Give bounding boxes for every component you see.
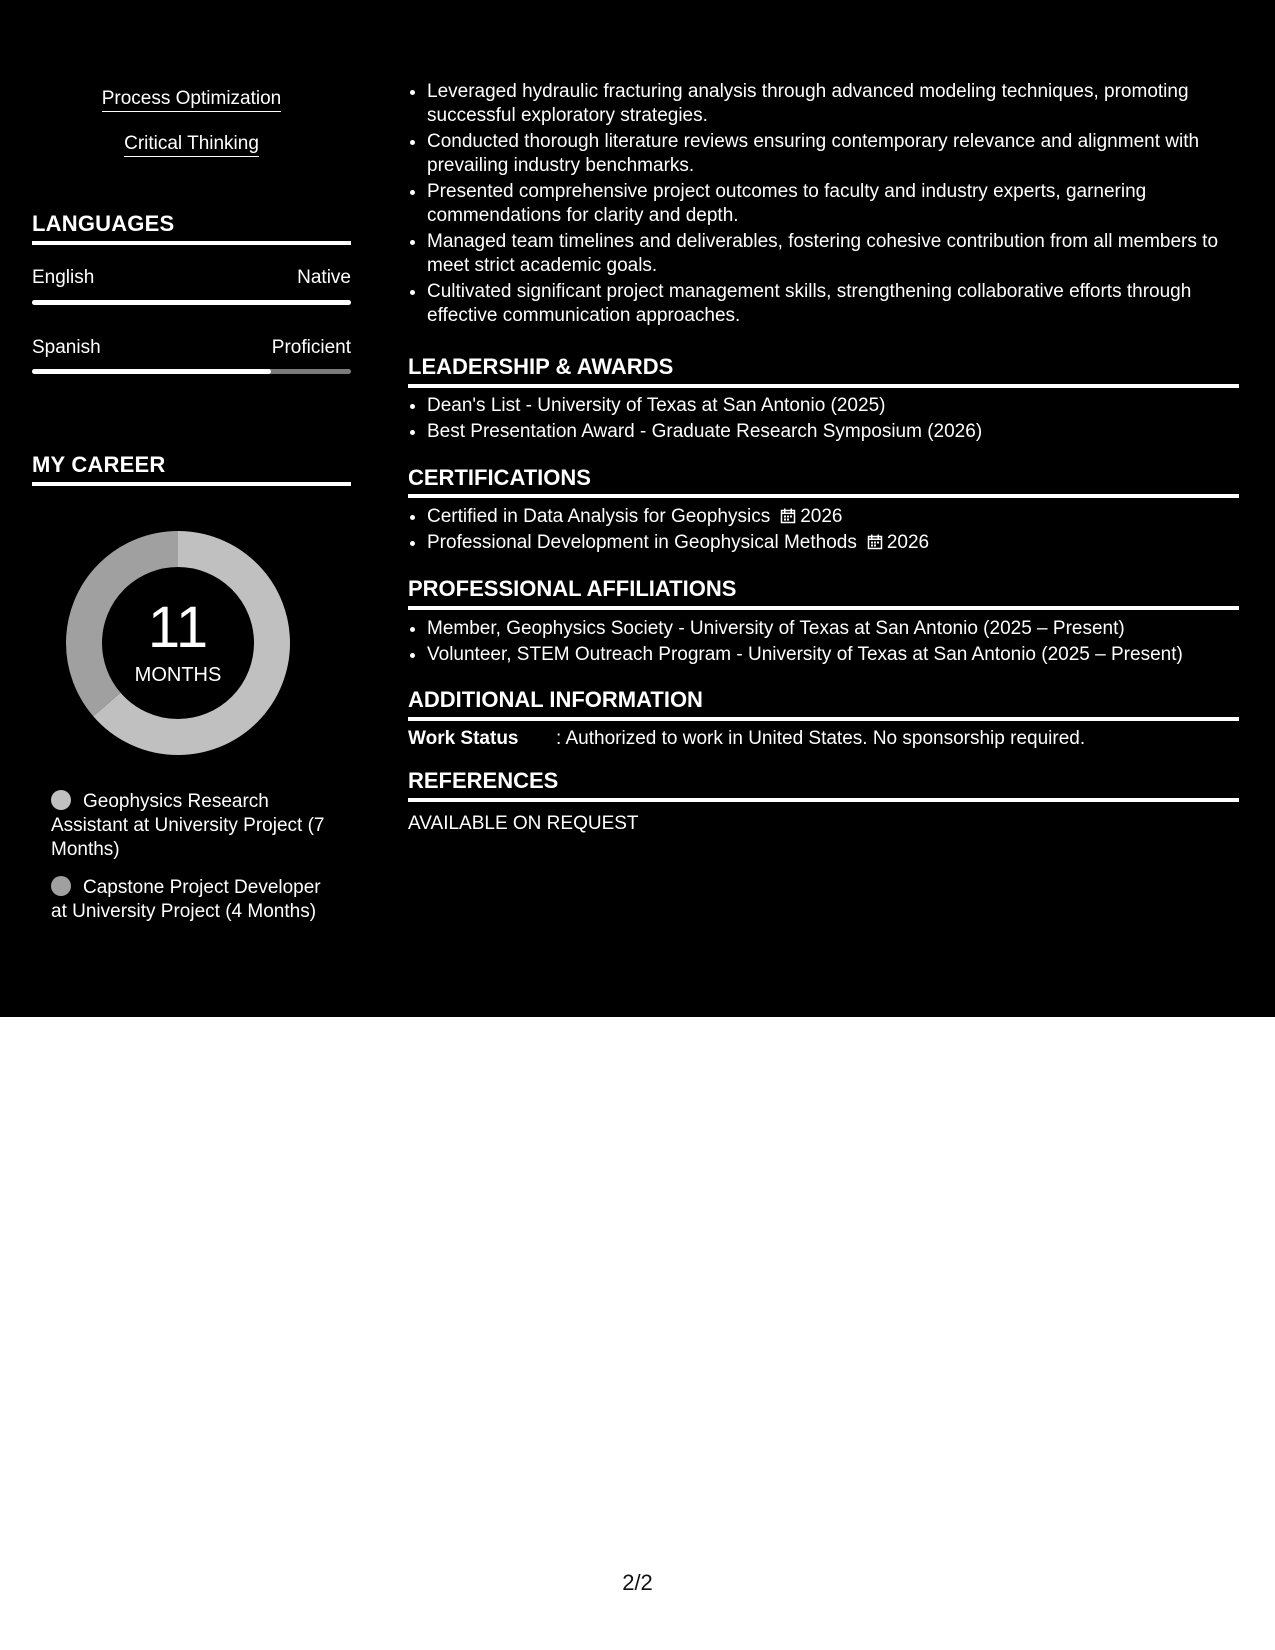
skill-tag: Process Optimization bbox=[32, 88, 351, 110]
references-heading: REFERENCES bbox=[408, 768, 559, 793]
legend-dot-icon bbox=[51, 790, 71, 810]
skill-tag: Critical Thinking bbox=[32, 133, 351, 155]
language-level: Proficient bbox=[271, 337, 351, 358]
list-item: • Leveraged hydraulic fracturing analysis through advanced modeling techniques, promoting successful exploratory strategies. bbox=[427, 80, 1258, 128]
career-total: 11 bbox=[147, 595, 209, 660]
leadership-rule bbox=[408, 384, 1239, 388]
certification-name: Certified in Data Analysis for Geophysics bbox=[427, 506, 771, 527]
calendar-icon bbox=[780, 508, 796, 524]
affiliations-rule bbox=[408, 606, 1239, 610]
language-level: Native bbox=[297, 267, 351, 288]
certifications-list bbox=[408, 505, 1258, 557]
work-status-label: Work Status bbox=[408, 728, 519, 749]
page-number: 2/2 bbox=[622, 1570, 653, 1595]
leadership-list bbox=[408, 394, 1258, 446]
references-text: AVAILABLE ON REQUEST bbox=[408, 813, 639, 834]
certification-name: Professional Development in Geophysical Methods bbox=[427, 532, 857, 553]
list-item: • Conducted thorough literature reviews ensuring contemporary relevance and alignment with prevailing industry benchmarks. bbox=[427, 130, 1258, 178]
career-legend-item: Geophysics Research Assistant at University Project (7 Months) bbox=[51, 791, 325, 860]
languages-heading: LANGUAGES bbox=[32, 211, 175, 236]
career-legend-item: Capstone Project Developer at University Project (4 Months) bbox=[51, 877, 321, 922]
list-item: • Dean's List - University of Texas at San Antonio (2025) bbox=[427, 394, 1258, 418]
certifications-rule bbox=[408, 494, 1239, 498]
language-bar bbox=[32, 369, 351, 374]
affiliations-list bbox=[408, 617, 1258, 669]
language-bar bbox=[32, 300, 351, 305]
certification-year: 2026 bbox=[886, 532, 930, 553]
list-item: • Volunteer, STEM Outreach Program - University of Texas at San Antonio (2025 – Present) bbox=[427, 643, 1258, 667]
languages-rule bbox=[32, 241, 351, 245]
career-heading: MY CAREER bbox=[32, 452, 166, 477]
certification-year: 2026 bbox=[800, 506, 843, 527]
references-rule bbox=[408, 798, 1239, 802]
list-item bbox=[427, 531, 1258, 555]
list-item: • Managed team timelines and deliverables, fostering cohesive contribution from all members to meet strict academic goals. bbox=[427, 230, 1258, 278]
additional-info-heading: ADDITIONAL INFORMATION bbox=[408, 687, 703, 712]
language-bar-fill bbox=[32, 369, 271, 374]
legend-dot-icon bbox=[51, 876, 71, 896]
career-unit: MONTHS bbox=[134, 664, 222, 686]
language-bar-fill bbox=[32, 300, 351, 305]
list-item: • Presented comprehensive project outcomes to faculty and industry experts, garnering commendations for clarity and depth. bbox=[427, 180, 1258, 228]
career-rule bbox=[32, 482, 351, 486]
list-item: • Best Presentation Award - Graduate Research Symposium (2026) bbox=[427, 420, 1258, 444]
leadership-heading: LEADERSHIP & AWARDS bbox=[408, 354, 674, 379]
affiliations-heading: PROFESSIONAL AFFILIATIONS bbox=[408, 576, 737, 601]
list-item: • Member, Geophysics Society - University of Texas at San Antonio (2025 – Present) bbox=[427, 617, 1258, 641]
language-name: Spanish bbox=[32, 337, 101, 358]
list-item bbox=[427, 505, 1258, 529]
certifications-heading: CERTIFICATIONS bbox=[408, 465, 591, 490]
calendar-icon bbox=[867, 534, 883, 550]
work-status-value: : Authorized to work in United States. No sponsorship required. bbox=[556, 728, 1086, 749]
language-name: English bbox=[32, 267, 95, 288]
additional-info-rule bbox=[408, 717, 1239, 721]
list-item: • Cultivated significant project management skills, strengthening collaborative efforts through effective communication approaches. bbox=[427, 280, 1258, 328]
experience-bullets bbox=[408, 80, 1258, 330]
